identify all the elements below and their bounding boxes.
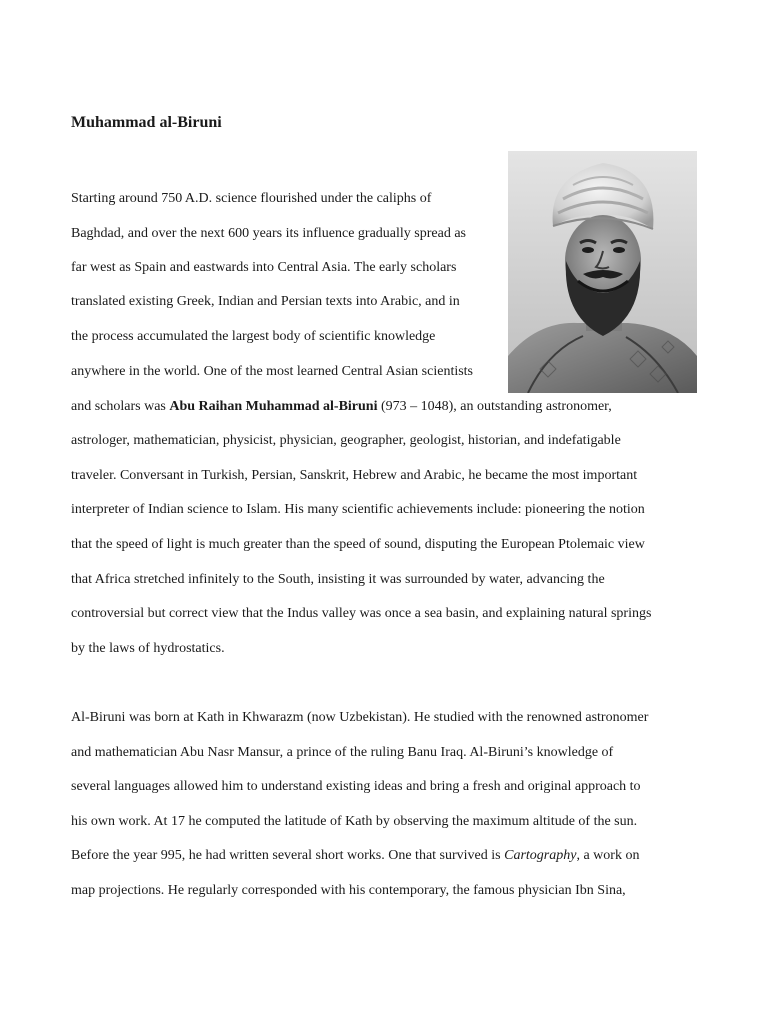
portrait-image [508,151,697,393]
paragraph2-line-5-pre: Before the year 995, he had written several short works. One that survived is [71,848,505,863]
portrait-engraving-icon [508,151,697,393]
paragraph1-line-10: interpreter of Indian science to Islam. His many scientific achievements include: pioneering the notion [71,502,645,517]
paragraph1-line-9: traveler. Conversant in Turkish, Persian, Sanskrit, Hebrew and Arabic, he became the most important [71,468,638,483]
paragraph1-line-2: Baghdad, and over the next 600 years its influence gradually spread as [71,226,466,241]
paragraph2-line-4: his own work. At 17 he computed the latitude of Kath by observing the maximum altitude of the sun. [71,814,638,829]
subject-name: Abu Raihan Muhammad al-Biruni [169,399,378,414]
paragraph1-line-1: Starting around 750 A.D. science flourished under the caliphs of [71,191,432,206]
paragraph1-line-4: translated existing Greek, Indian and Persian texts into Arabic, and in [71,294,460,309]
paragraph1-line-7 [71,397,612,417]
paragraph1-line-12: that Africa stretched infinitely to the South, insisting it was surrounded by water, advancing the [71,572,605,587]
paragraph1-line-3: far west as Spain and eastwards into Central Asia. The early scholars [71,260,457,275]
paragraph1-line-5: the process accumulated the largest body of scientific knowledge [71,329,436,344]
paragraph2-line-1: Al-Biruni was born at Kath in Khwarazm (now Uzbekistan). He studied with the renowned astronomer [71,710,649,725]
paragraph1-line-11: that the speed of light is much greater than the speed of sound, disputing the European Ptolemaic view [71,537,645,552]
paragraph2-line-5 [71,846,639,866]
paragraph1-line-13: controversial but correct view that the Indus valley was once a sea basin, and explaining natural springs [71,606,652,621]
paragraph2-line-2: and mathematician Abu Nasr Mansur, a prince of the ruling Banu Iraq. Al-Biruni’s knowledge of [71,745,614,760]
paragraph1-line-7-pre: and scholars was [71,399,170,414]
paragraph2-line-5-post: , a work on [576,848,640,863]
paragraph1-line-7-post: (973 – 1048), an outstanding astronomer, [377,399,612,414]
work-title: Cartography [504,848,577,863]
paragraph1-line-14: by the laws of hydrostatics. [71,641,225,656]
paragraph2-line-3: several languages allowed him to understand existing ideas and bring a fresh and original approach to [71,779,641,794]
paragraph2-line-6: map projections. He regularly corresponded with his contemporary, the famous physician Ibn Sina, [71,883,626,898]
paragraph1-line-6: anywhere in the world. One of the most learned Central Asian scientists [71,364,474,379]
page-title: Muhammad al-Biruni [71,114,222,131]
paragraph1-line-8: astrologer, mathematician, physicist, physician, geographer, geologist, historian, and indefatigable [71,433,621,448]
